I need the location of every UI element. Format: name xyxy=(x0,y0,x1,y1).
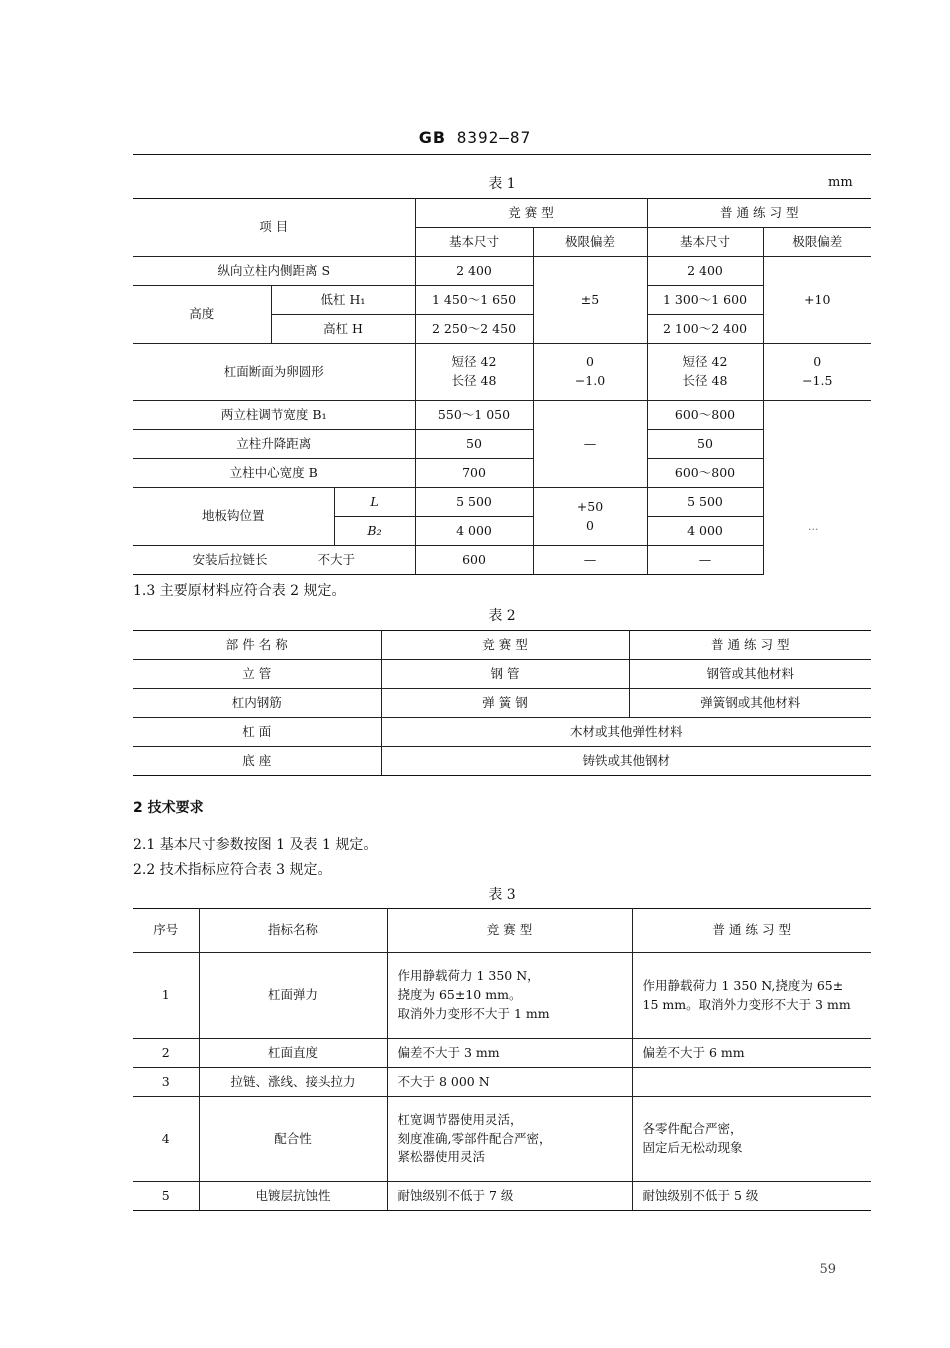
t1-item-header: 项 目 xyxy=(133,199,415,257)
t3-row-prac xyxy=(632,1097,871,1182)
t1-height-tol-prac: +10 xyxy=(763,257,871,344)
t3-row-comp xyxy=(387,1097,632,1182)
t1-lift-prac: 50 xyxy=(647,430,763,459)
t1-b-label: 立柱中心宽度 B xyxy=(133,459,415,488)
t1-height-low-label: 低杠 H₁ xyxy=(271,286,415,315)
t1-hook-l: L xyxy=(334,488,415,517)
t3-row-prac xyxy=(632,1068,871,1097)
t1-hook-tol-comp-2: 0 xyxy=(586,517,594,533)
t1-b-comp: 700 xyxy=(415,459,533,488)
table2 xyxy=(133,630,871,776)
t1-tol-header: 极限偏差 xyxy=(533,228,647,257)
t1-row-s-label: 纵向立柱内侧距离 S xyxy=(133,257,415,286)
t1-lift-comp: 50 xyxy=(415,430,533,459)
t3-line: 作用静载荷力 1 350 N,挠度为 65± xyxy=(642,977,844,993)
t3-line: 作用静载荷力 1 350 N， xyxy=(397,968,540,984)
t2-row-both: 铸铁或其他钢材 xyxy=(381,747,871,776)
t3-row-name: 杠面直度 xyxy=(199,1039,387,1068)
t1-oval-tol-prac xyxy=(763,344,871,401)
t3-row-name: 配合性 xyxy=(199,1097,387,1182)
t3-row-no: 1 xyxy=(133,953,199,1039)
t1-oval-tol-prac-1: 0 xyxy=(813,354,822,370)
t1-chain-label-cell xyxy=(133,546,415,575)
t1-hook-tol-comp-1: +50 xyxy=(576,498,604,514)
t2-row-comp: 钢 管 xyxy=(381,660,629,689)
section-2-heading: 2 技术要求 xyxy=(133,800,204,816)
t1-chain-prac: — xyxy=(647,546,763,575)
t3-row-prac: 耐蚀级别不低于 5 级 xyxy=(632,1182,871,1211)
t1-b1-label: 两立柱调节宽度 B₁ xyxy=(133,401,415,430)
t1-blank-tol-prac xyxy=(763,401,871,575)
t3-line: 15 mm。取消外力变形不大于 3 mm xyxy=(642,996,851,1012)
t3-row-no: 2 xyxy=(133,1039,199,1068)
t1-prac-header: 普 通 练 习 型 xyxy=(647,199,871,228)
t3-row-no: 5 xyxy=(133,1182,199,1211)
t1-hook-b2-prac: 4 000 xyxy=(647,517,763,546)
t1-height-low-prac: 1 300～1 600 xyxy=(647,286,763,315)
t2-row-prac: 弹簧钢或其他材料 xyxy=(629,689,871,718)
t3-row-comp: 不大于 8 000 N xyxy=(387,1068,632,1097)
t1-oval-tol-prac-2: −1.5 xyxy=(802,373,833,388)
t1-oval-tol-comp-2: −1.0 xyxy=(574,373,606,388)
t2-row-name: 底 座 xyxy=(133,747,381,776)
t3-line: 固定后无松动现象 xyxy=(642,1140,743,1155)
table1-caption: 表 1 xyxy=(488,176,516,192)
t1-height-high-comp: 2 250～2 450 xyxy=(415,315,533,344)
t3-line: 挠度为 65±10 mm。 xyxy=(397,987,522,1003)
t1-hook-tol-comp xyxy=(533,488,647,546)
table3-caption: 表 3 xyxy=(488,887,516,903)
t2-header-name: 部 件 名 称 xyxy=(133,631,381,660)
t3-row-name: 拉链、涨线、接头拉力 xyxy=(199,1068,387,1097)
para-2-2: 2.2 技术指标应符合表 3 规定。 xyxy=(133,862,332,878)
t1-height-tol-comp: ±5 xyxy=(533,257,647,344)
table1 xyxy=(133,198,871,575)
t1-oval-prac-2: 长径 48 xyxy=(682,373,728,388)
t1-tol-header-2: 极限偏差 xyxy=(763,228,871,257)
header-rule xyxy=(133,154,871,155)
table3 xyxy=(133,908,871,1211)
standard-header xyxy=(0,128,950,147)
t1-b1-comp: 550～1 050 xyxy=(415,401,533,430)
t3-row-prac xyxy=(632,953,871,1039)
t1-height-high-label: 高杠 H xyxy=(271,315,415,344)
t1-lift-tol-comp: — xyxy=(533,401,647,488)
t1-oval-prac-1: 短径 42 xyxy=(682,354,728,370)
t1-hook-tol-prac-mark: ··· xyxy=(808,523,819,536)
t3-line: 杠宽调节器使用灵活， xyxy=(397,1111,523,1127)
t2-header-comp: 竞 赛 型 xyxy=(381,631,629,660)
t1-height-label: 高度 xyxy=(133,286,271,344)
standard-number: 8392—87 xyxy=(456,128,532,147)
t1-chain-tol-comp: — xyxy=(533,546,647,575)
t3-row-name: 杠面弹力 xyxy=(199,953,387,1039)
t1-row-s-prac: 2 400 xyxy=(647,257,763,286)
t1-oval-tol-comp-1: 0 xyxy=(586,354,594,370)
t1-oval-comp-2: 长径 48 xyxy=(451,373,497,388)
t1-hook-l-comp: 5 500 xyxy=(415,488,533,517)
t2-row-name: 杠内钢筋 xyxy=(133,689,381,718)
t3-row-name: 电镀层抗蚀性 xyxy=(199,1182,387,1211)
table1-unit: mm xyxy=(828,175,853,190)
t2-row-name: 杠 面 xyxy=(133,718,381,747)
t3-header-no: 序号 xyxy=(133,909,199,953)
t1-b-prac: 600～800 xyxy=(647,459,763,488)
t3-header-name: 指标名称 xyxy=(199,909,387,953)
t1-row-s-comp: 2 400 xyxy=(415,257,533,286)
standard-code: GB xyxy=(418,128,447,147)
t1-hook-b2: B₂ xyxy=(334,517,415,546)
t3-header-comp: 竞 赛 型 xyxy=(387,909,632,953)
t1-height-low-comp: 1 450～1 650 xyxy=(415,286,533,315)
t2-row-prac: 钢管或其他材料 xyxy=(629,660,871,689)
para-1-3: 1.3 主要原材料应符合表 2 规定。 xyxy=(133,583,346,599)
t2-row-comp: 弹 簧 钢 xyxy=(381,689,629,718)
t1-oval-comp-1: 短径 42 xyxy=(451,354,497,370)
t1-oval-tol-comp xyxy=(533,344,647,401)
t3-line: 取消外力变形不大于 1 mm xyxy=(397,1005,550,1021)
page-number: 59 xyxy=(819,1262,836,1277)
t1-hook-b2-comp: 4 000 xyxy=(415,517,533,546)
t1-hook-l-prac: 5 500 xyxy=(647,488,763,517)
t2-header-prac: 普 通 练 习 型 xyxy=(629,631,871,660)
t3-row-prac: 偏差不大于 6 mm xyxy=(632,1039,871,1068)
t1-chain-cond: 不大于 xyxy=(317,551,356,567)
t1-chain-label: 安装后拉链长 xyxy=(192,551,268,567)
t1-b1-prac: 600～800 xyxy=(647,401,763,430)
t1-basic-header: 基本尺寸 xyxy=(415,228,533,257)
t1-comp-header: 竞 赛 型 xyxy=(415,199,647,228)
para-2-1: 2.1 基本尺寸参数按图 1 及表 1 规定。 xyxy=(133,837,378,853)
t3-line: 紧松器使用灵活 xyxy=(397,1149,486,1165)
t1-oval-comp xyxy=(415,344,533,401)
t3-row-comp xyxy=(387,953,632,1039)
table2-caption: 表 2 xyxy=(488,608,516,624)
t3-line: 刻度准确,零部件配合严密， xyxy=(397,1130,552,1146)
t3-row-no: 3 xyxy=(133,1068,199,1097)
t3-row-comp: 耐蚀级别不低于 7 级 xyxy=(387,1182,632,1211)
t1-hook-label: 地板钩位置 xyxy=(133,488,334,546)
t3-line: 各零件配合严密， xyxy=(642,1121,743,1137)
t3-header-prac: 普 通 练 习 型 xyxy=(632,909,871,953)
t3-row-comp: 偏差不大于 3 mm xyxy=(387,1039,632,1068)
t3-row-no: 4 xyxy=(133,1097,199,1182)
t2-row-name: 立 管 xyxy=(133,660,381,689)
t1-height-high-prac: 2 100～2 400 xyxy=(647,315,763,344)
t2-row-both: 木材或其他弹性材料 xyxy=(381,718,871,747)
t1-oval-label: 杠面断面为卵圆形 xyxy=(133,344,415,401)
t1-chain-comp: 600 xyxy=(415,546,533,575)
t1-basic-header-2: 基本尺寸 xyxy=(647,228,763,257)
t1-lift-label: 立柱升降距离 xyxy=(133,430,415,459)
t1-oval-prac xyxy=(647,344,763,401)
